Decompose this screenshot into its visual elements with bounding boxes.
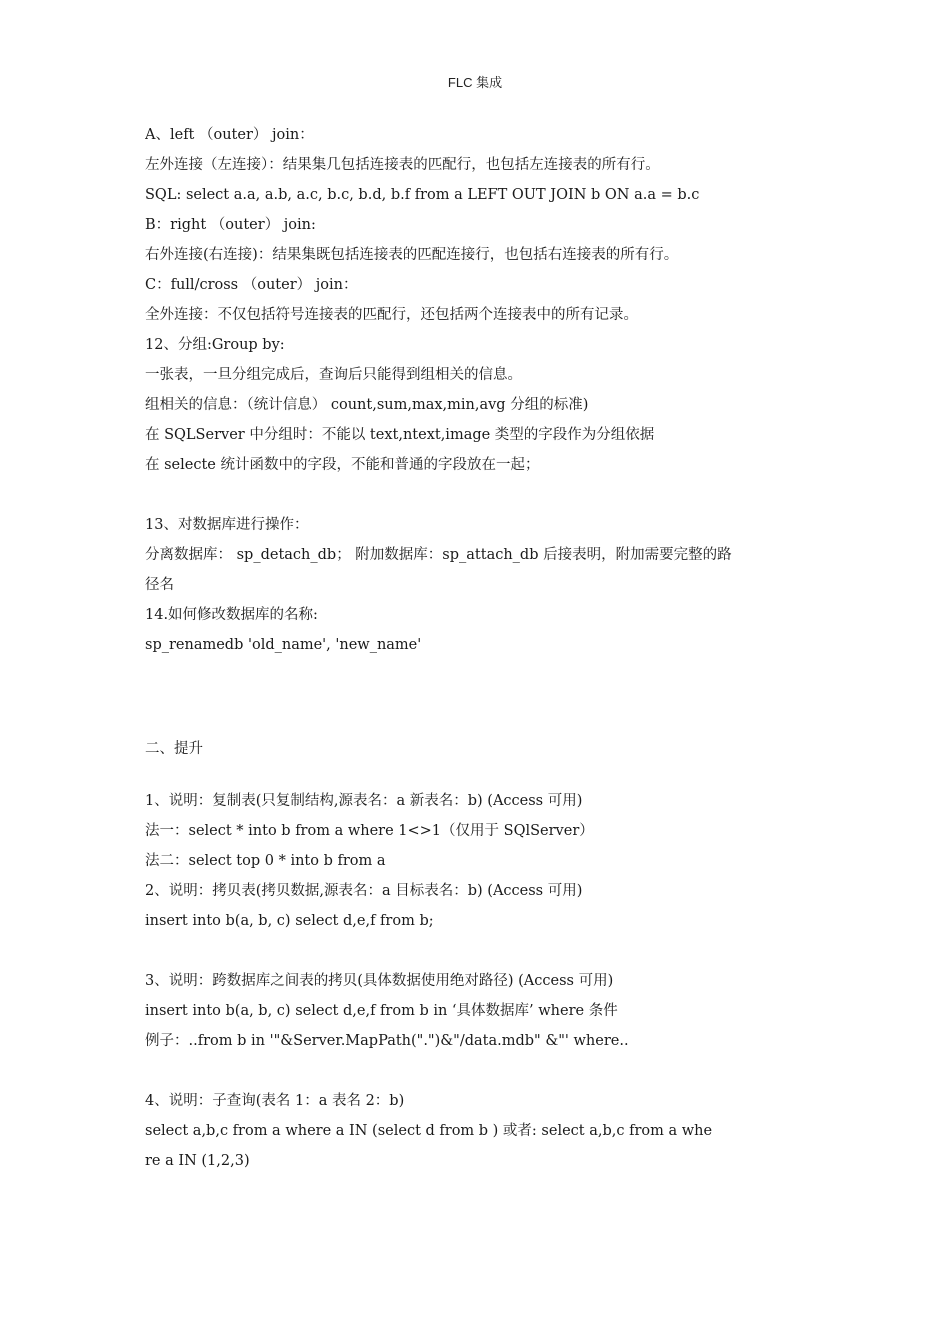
spacer bbox=[145, 1056, 815, 1086]
item-4-sql-line-1: select a,b,c from a where a IN (select d from b ) 或者: select a,b,c from a whe bbox=[145, 1123, 713, 1139]
db-ops-line-2: 径名 bbox=[145, 577, 174, 593]
item-4-title: 4、说明：子查询(表名 1：a 表名 2：b) bbox=[145, 1093, 405, 1109]
item-4-sql-line-2: re a IN (1,2,3) bbox=[145, 1153, 250, 1169]
item-2-sql: insert into b(a, b, c) select d,e,f from b; bbox=[145, 913, 434, 929]
advanced-heading: 二、提升 bbox=[145, 741, 203, 757]
item-3-sql: insert into b(a, b, c) select d,e,f from b in ‘具体数据库’ where 条件 bbox=[145, 1003, 618, 1019]
spacer bbox=[145, 660, 815, 734]
item-1-title: 1、说明：复制表(只复制结构,源表名：a 新表名：b) (Access 可用) bbox=[145, 793, 583, 809]
group-by-line-2: 组相关的信息：（统计信息） count,sum,max,min,avg 分组的标准) bbox=[145, 397, 589, 413]
right-join-description: 右外连接(右连接)：结果集既包括连接表的匹配连接行，也包括右连接表的所有行。 bbox=[145, 247, 679, 263]
item-2-title: 2、说明：拷贝表(拷贝数据,源表名：a 目标表名：b) (Access 可用) bbox=[145, 883, 583, 899]
spacer bbox=[145, 480, 815, 510]
spacer bbox=[145, 936, 815, 966]
group-by-line-1: 一张表，一旦分组完成后，查询后只能得到组相关的信息。 bbox=[145, 367, 522, 383]
full-join-description: 全外连接：不仅包括符号连接表的匹配行，还包括两个连接表中的所有记录。 bbox=[145, 307, 638, 323]
item-1-method-1: 法一：select * into b from a where 1<>1（仅用于 SQlServer） bbox=[145, 823, 594, 839]
left-join-sql: SQL: select a.a, a.b, a.c, b.c, b.d, b.f from a LEFT OUT JOIN b ON a.a = b.c bbox=[145, 187, 700, 203]
group-by-line-3: 在 SQLServer 中分组时：不能以 text,ntext,image 类型的字段作为分组依据 bbox=[145, 427, 655, 443]
db-ops-line-1: 分离数据库： sp_detach_db； 附加数据库：sp_attach_db 后接表明，附加需要完整的路 bbox=[145, 547, 732, 563]
db-ops-heading: 13、对数据库进行操作： bbox=[145, 517, 309, 533]
rename-heading: 14.如何修改数据库的名称: bbox=[145, 607, 318, 623]
document-body bbox=[145, 120, 815, 1176]
left-join-description: 左外连接（左连接）：结果集几包括连接表的匹配行，也包括左连接表的所有行。 bbox=[145, 157, 660, 173]
item-3-title: 3、说明：跨数据库之间表的拷贝(具体数据使用绝对路径) (Access 可用) bbox=[145, 973, 614, 989]
item-1-method-2: 法二：select top 0 * into b from a bbox=[145, 853, 386, 869]
left-join-heading: A、left （outer） join： bbox=[145, 127, 314, 143]
group-by-heading: 12、分组:Group by: bbox=[145, 337, 285, 353]
group-by-line-4: 在 selecte 统计函数中的字段，不能和普通的字段放在一起； bbox=[145, 457, 540, 473]
spacer bbox=[145, 764, 815, 786]
full-join-heading: C：full/cross （outer） join： bbox=[145, 277, 358, 293]
rename-sql: sp_renamedb 'old_name', 'new_name' bbox=[145, 637, 422, 653]
page-header: FLC 集成 bbox=[447, 75, 503, 90]
right-join-heading: B：right （outer） join: bbox=[145, 217, 316, 233]
item-3-example: 例子：..from b in '"&Server.MapPath(".")&"/data.mdb" &"' where.. bbox=[145, 1033, 629, 1049]
